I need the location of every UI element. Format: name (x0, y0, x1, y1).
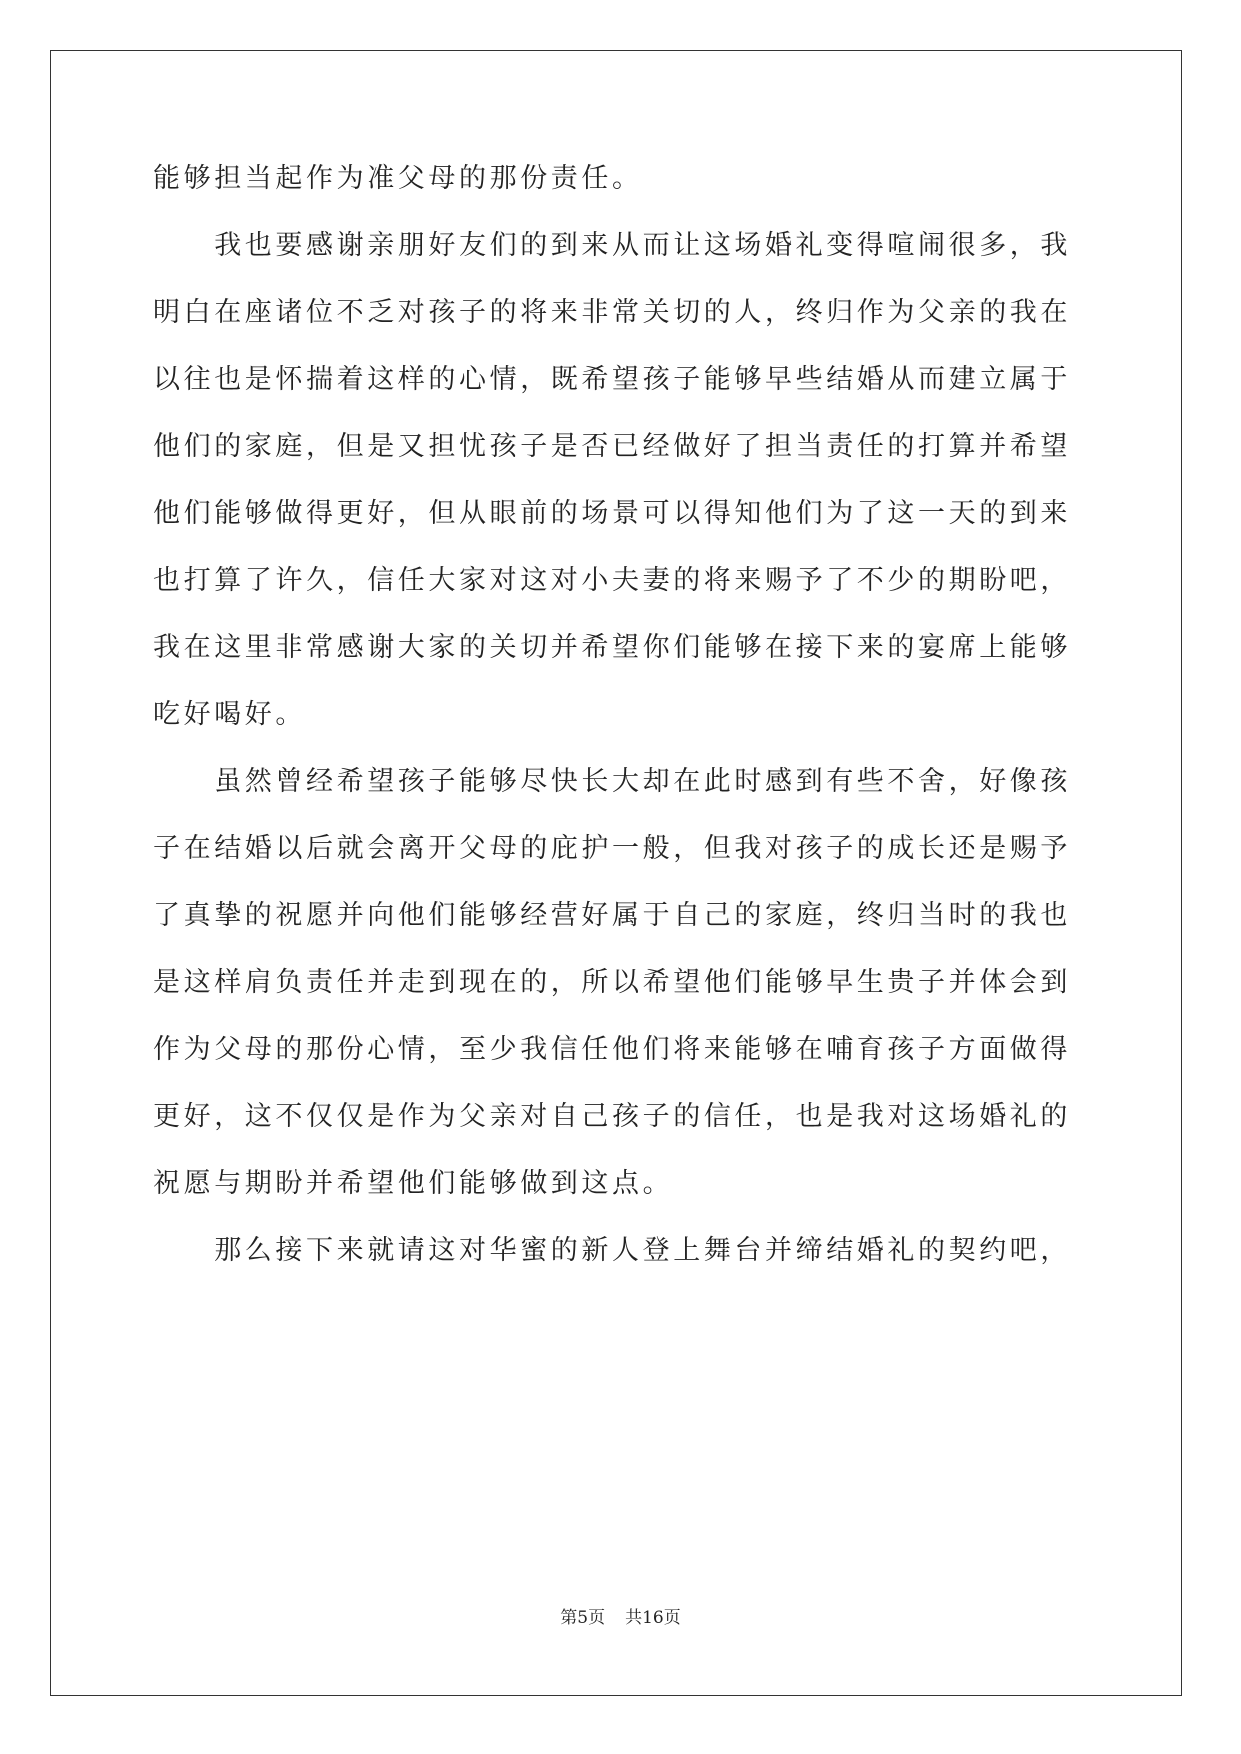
text-line: 子在结婚以后就会离开父母的庇护一般，但我对孩子的成长还是赐予 (153, 833, 1071, 864)
text-line: 我也要感谢亲朋好友们的到来从而让这场婚礼变得喧闹很多，我 (153, 230, 1071, 261)
text-line: 更好，这不仅仅是作为父亲对自己孩子的信任，也是我对这场婚礼的 (153, 1101, 1071, 1132)
text-line: 虽然曾经希望孩子能够尽快长大却在此时感到有些不舍，好像孩 (153, 766, 1071, 797)
text-line: 是这样肩负责任并走到现在的，所以希望他们能够早生贵子并体会到 (153, 967, 1071, 998)
text-line: 他们的家庭，但是又担忧孩子是否已经做好了担当责任的打算并希望 (153, 431, 1071, 462)
page-footer (0, 1603, 1241, 1628)
text-line: 以往也是怀揣着这样的心情，既希望孩子能够早些结婚从而建立属于 (153, 364, 1071, 395)
text-line: 了真挚的祝愿并向他们能够经营好属于自己的家庭，终归当时的我也 (153, 900, 1071, 931)
text-line: 他们能够做得更好，但从眼前的场景可以得知他们为了这一天的到来 (153, 498, 1071, 529)
text-line: 祝愿与期盼并希望他们能够做到这点。 (153, 1168, 674, 1199)
text-line: 也打算了许久，信任大家对这对小夫妻的将来赐予了不少的期盼吧， (153, 565, 1071, 596)
page-total: 共16页 (625, 1608, 681, 1628)
text-line: 吃好喝好。 (153, 699, 306, 730)
text-line: 作为父母的那份心情，至少我信任他们将来能够在哺育孩子方面做得 (153, 1034, 1071, 1065)
text-line: 那么接下来就请这对华蜜的新人登上舞台并缔结婚礼的契约吧， (153, 1235, 1071, 1266)
page-number: 第5页 (560, 1608, 606, 1628)
text-line: 明白在座诸位不乏对孩子的将来非常关切的人，终归作为父亲的我在 (153, 297, 1071, 328)
text-line: 能够担当起作为准父母的那份责任。 (153, 163, 643, 194)
text-line: 我在这里非常感谢大家的关切并希望你们能够在接下来的宴席上能够 (153, 632, 1071, 663)
